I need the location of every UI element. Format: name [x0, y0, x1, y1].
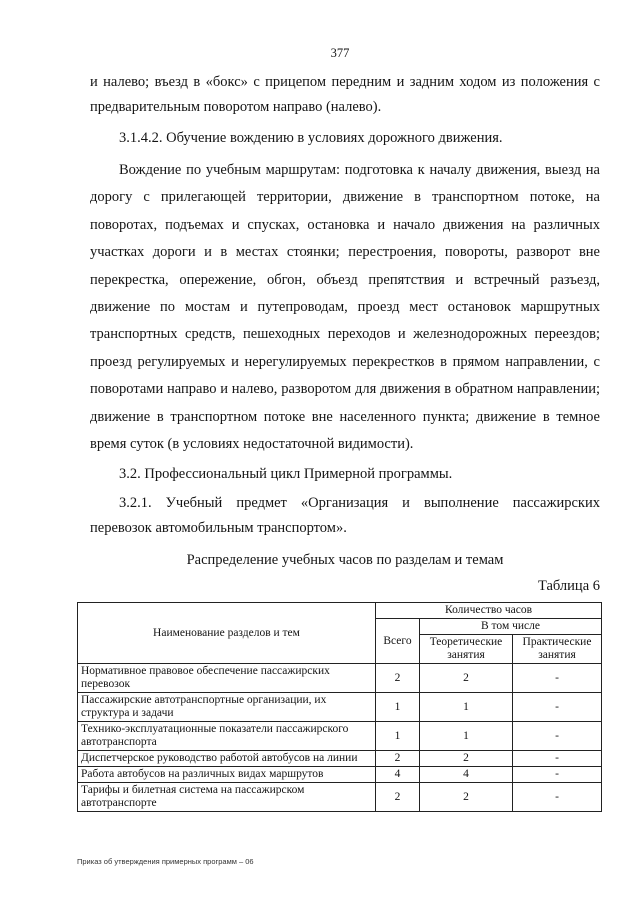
row-total: 2 [376, 751, 420, 767]
header-hours: Количество часов [376, 603, 602, 619]
row-total: 2 [376, 783, 420, 812]
row-practice: - [513, 722, 602, 751]
table-row [78, 664, 602, 693]
row-total: 4 [376, 767, 420, 783]
table-header-row [78, 603, 602, 619]
row-name: Нормативное правовое обеспечение пассажирских перевозок [78, 664, 376, 693]
table-row [78, 751, 602, 767]
body-text [90, 70, 600, 541]
row-practice: - [513, 751, 602, 767]
table-label: Таблица 6 [537, 578, 600, 594]
hours-table [77, 602, 602, 812]
section-heading-3-2-1: 3.2.1. Учебный предмет «Организация и выполнение пассажирских перевозок автомобильным транспортом». [90, 495, 600, 537]
page-footer: Приказ об утверждения примерных программ – 06 [77, 857, 254, 866]
row-name: Работа автобусов на различных видах маршрутов [78, 767, 376, 783]
header-theory: Теоретические занятия [420, 635, 513, 664]
section-heading-3-1-4-2: 3.1.4.2. Обучение вождению в условиях дорожного движения. [119, 130, 503, 146]
header-practice: Практические занятия [513, 635, 602, 664]
row-practice: - [513, 664, 602, 693]
row-name: Технико-эксплуатационные показатели пассажирского автотранспорта [78, 722, 376, 751]
row-theory: 1 [420, 693, 513, 722]
row-theory: 1 [420, 722, 513, 751]
row-practice: - [513, 693, 602, 722]
table-row [78, 722, 602, 751]
table-row [78, 693, 602, 722]
row-theory: 2 [420, 751, 513, 767]
row-practice: - [513, 767, 602, 783]
page-number: 377 [330, 46, 350, 60]
row-total: 1 [376, 722, 420, 751]
row-name: Тарифы и билетная система на пассажирском автотранспорте [78, 783, 376, 812]
section-heading-3-2: 3.2. Профессиональный цикл Примерной программы. [119, 466, 453, 483]
table-caption: Распределение учебных часов по разделам и темам [186, 552, 504, 568]
row-name: Диспетчерское руководство работой автобусов на линии [78, 751, 376, 767]
row-name: Пассажирские автотранспортные организации, их структура и задачи [78, 693, 376, 722]
paragraph-driving-routes: Вождение по учебным маршрутам: подготовка к началу движения, выезд на дорогу с прилегающей территории, движение в транспортном потоке, на поворотах, подъемах и спусках, остановка и начало движения на различных участках дороги и в местах стоянки; перестроения, повороты, разворот вне перекрестка, опережение, обгон, объезд препятствия и встречный разъезд, движение по мостам и путепроводам, проезд мест остановок маршрутных транспортных средств, пешеходных переходов и железнодорожных переездов; проезд регулируемых и нерегулируемых перекрестков в прямом направлении, с поворотами направо и налево, разворотом для движения в обратном направлении; движение в транспортном потоке вне населенного пункта; движение в темное время суток (в условиях недостаточной видимости). [90, 162, 600, 453]
row-total: 2 [376, 664, 420, 693]
row-total: 1 [376, 693, 420, 722]
row-practice: - [513, 783, 602, 812]
row-theory: 2 [420, 783, 513, 812]
header-total: Всего [376, 619, 420, 664]
row-theory: 4 [420, 767, 513, 783]
header-including: В том числе [420, 619, 602, 635]
header-name: Наименование разделов и тем [78, 603, 376, 664]
paragraph-continuation: и налево; въезд в «бокс» с прицепом передним и задним ходом из положения с предварительным поворотом направо (налево). [90, 74, 600, 115]
row-theory: 2 [420, 664, 513, 693]
table-row [78, 783, 602, 812]
table-row [78, 767, 602, 783]
